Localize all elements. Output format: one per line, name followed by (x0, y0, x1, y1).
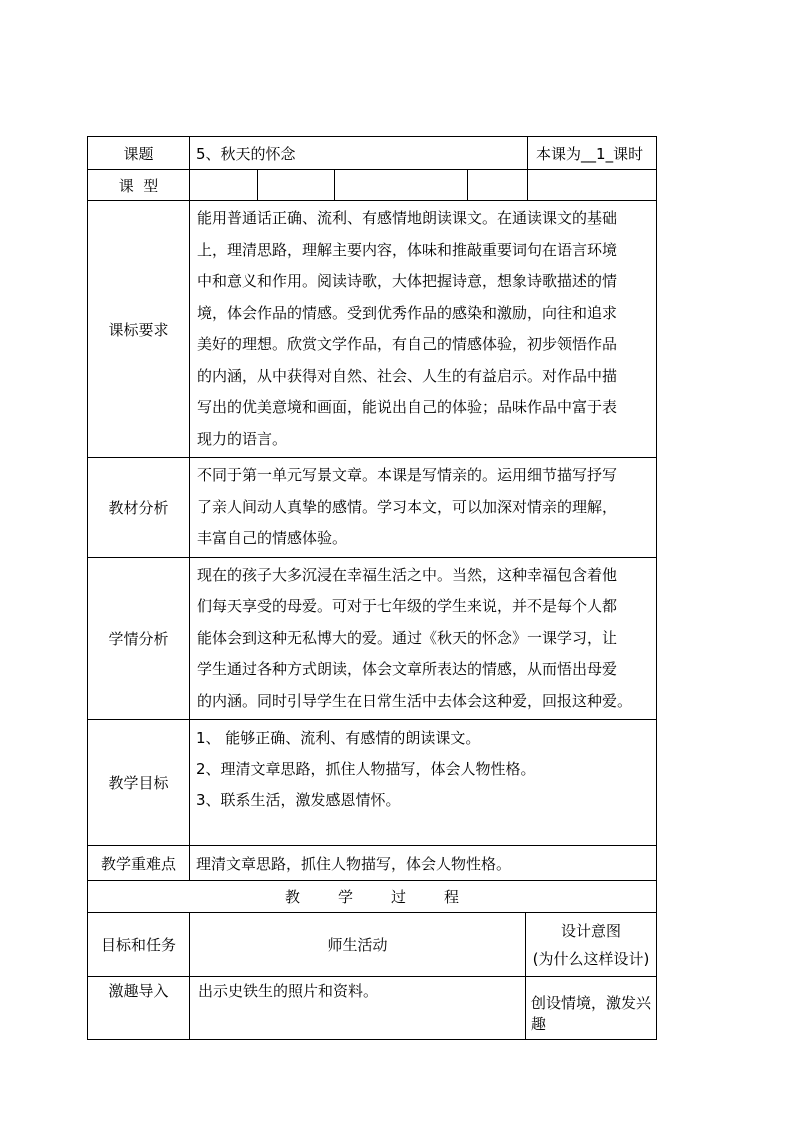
type-label: 课 型 (88, 170, 190, 201)
process-title-char: 教 (284, 888, 300, 906)
students-line: 能体会到这种无私博大的爱。通过《秋天的怀念》一课学习，让 (197, 628, 618, 647)
goals-label: 教学目标 (88, 720, 190, 846)
col-activity-header: 师生活动 (190, 913, 526, 977)
topic-value: 5、秋天的怀念 (190, 137, 528, 170)
material-line: 丰富自己的情感体验。 (197, 529, 348, 547)
process-row-activity: 出示史铁生的照片和资料。 (190, 977, 526, 1040)
curriculum-line: 写出的优美意境和画面，能说出自己的体验；品味作品中富于表 (197, 398, 618, 416)
type-cell-1 (190, 170, 258, 201)
students-row (88, 557, 657, 720)
process-header-row (88, 913, 657, 977)
type-cell-5 (528, 170, 657, 201)
curriculum-row (88, 201, 657, 458)
goals-row (88, 720, 657, 846)
type-cell-2 (258, 170, 335, 201)
col-goal-header: 目标和任务 (88, 913, 190, 977)
curriculum-line: 现力的语言。 (197, 429, 288, 448)
key-points-label: 教学重难点 (88, 846, 190, 881)
topic-label: 课题 (88, 137, 190, 170)
students-line: 们每天享受的母爱。可对于七年级的学生来说，并不是每个人都 (197, 597, 618, 615)
students-label: 学情分析 (88, 557, 190, 720)
curriculum-text (190, 201, 657, 458)
key-points-value: 理清文章思路，抓住人物描写，体会人物性格。 (190, 846, 657, 881)
curriculum-line: 能用普通话正确、流利、有感情地朗读课文。在通读课文的基础 (197, 209, 618, 227)
key-points-row (88, 846, 657, 881)
col-design-line2: (为什么这样设计) (532, 949, 650, 968)
process-title-char: 过 (391, 888, 407, 906)
process-title (88, 881, 657, 913)
process-row (88, 977, 657, 1040)
topic-row (88, 137, 657, 170)
students-line: 现在的孩子大多沉浸在幸福生活之中。当然，这种幸福包含着他 (197, 565, 618, 584)
material-label: 教材分析 (88, 458, 190, 558)
period-label: 本课为__1_课时 (528, 137, 657, 170)
material-line: 不同于第一单元写景文章。本课是写情亲的。运用细节描写抒写 (197, 466, 618, 484)
curriculum-label: 课标要求 (88, 201, 190, 458)
goal-item: 3、联系生活，激发感恩情怀。 (196, 791, 401, 809)
goal-item: 2、理清文章思路，抓住人物描写，体会人物性格。 (196, 760, 536, 778)
students-text (190, 557, 657, 720)
goals-list (190, 720, 657, 846)
goal-item: 1、 能够正确、流利、有感情的朗读课文。 (196, 729, 481, 747)
col-design-line1: 设计意图 (561, 921, 622, 940)
type-row (88, 170, 657, 201)
lesson-plan-page (87, 136, 656, 1040)
material-line: 了亲人间动人真挚的感情。学习本文，可以加深对情亲的理解， (197, 497, 618, 516)
curriculum-line: 境，体会作品的情感。受到优秀作品的感染和激励，向往和追求 (197, 303, 618, 322)
curriculum-line: 上，理清思路，理解主要内容，体味和推敲重要词句在语言环境 (197, 240, 618, 259)
material-text (190, 458, 657, 558)
process-row-design: 创设情境，激发兴趣 (526, 977, 657, 1040)
lesson-plan-table (87, 136, 657, 1040)
students-line: 的内涵。同时引导学生在日常生活中去体会这种爱，回报这种爱。 (197, 691, 633, 710)
curriculum-line: 中和意义和作用。阅读诗歌，大体把握诗意，想象诗歌描述的情 (197, 272, 618, 290)
col-design-header (526, 913, 657, 977)
curriculum-line: 的内涵，从中获得对自然、社会、人生的有益启示。对作品中描 (197, 366, 618, 385)
type-cell-4 (468, 170, 528, 201)
material-row (88, 458, 657, 558)
process-title-row (88, 881, 657, 913)
curriculum-line: 美好的理想。欣赏文学作品，有自己的情感体验，初步领悟作品 (197, 335, 618, 353)
type-cell-3 (335, 170, 468, 201)
process-title-char: 程 (444, 888, 460, 906)
process-row-goal: 激趣导入 (88, 977, 190, 1040)
students-line: 学生通过各种方式朗读，体会文章所表达的情感，从而悟出母爱 (197, 660, 618, 678)
process-title-char: 学 (338, 888, 354, 906)
